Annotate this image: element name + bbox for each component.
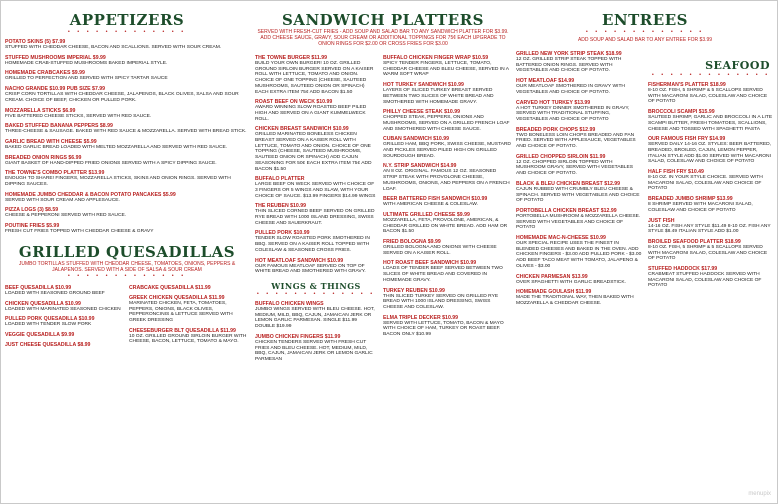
menu-item-name: BUFFALO CHICKEN FINGER WRAP $10.59 xyxy=(383,55,489,61)
menu-item xyxy=(516,100,642,123)
menu-item xyxy=(255,301,377,330)
menu-item-description: 12 OZ. GRILLED STRIP STEAK TOPPED WITH BATTERED ONION RINGS. SERVED WITH VEGETABLES AND CHOICE OF POTATO. xyxy=(516,57,622,74)
menu-item-description: 10 OZ. GRILLED GROUND SIRLOIN BURGER WITH CHEESE, BACON, LETTUCE, TOMATO & MAYO. xyxy=(129,333,247,345)
menu-item xyxy=(516,289,642,306)
menu-item-description: STUFFED WITH CHEDDAR CHEESE, BACON AND SCALLIONS. SERVED WITH SOUR CREAM. xyxy=(5,45,222,50)
menu-item-name: MOZZARELLA STICKS $6.99 xyxy=(5,107,76,114)
menu-item-name: STUFFED MUSHROOMS IMPERIAL $9.99 xyxy=(5,54,106,61)
menu-item-name: POTATO SKINS (5) $7.99 xyxy=(5,39,66,45)
menu-item-name: NACHO GRANDE $10.99 PUB SIZE $7.99 xyxy=(5,86,106,93)
menu-item xyxy=(5,192,249,204)
menu-item-name: TURKEY REUBEN $10.99 xyxy=(383,287,445,294)
menu-item-name: VEGGIE QUESADILLA $9.99 xyxy=(5,331,75,338)
menu-item xyxy=(383,55,511,78)
divider-dots: • • • • • • • • • • • • • xyxy=(256,290,376,297)
menu-item-description: SERVED WITH SOUR CREAM AND APPLESAUCE. xyxy=(5,197,120,203)
appetizers-title: APPETIZERS xyxy=(69,11,185,29)
menu-item xyxy=(129,295,249,324)
menu-item-name: PULLED PORK $10.99 xyxy=(255,230,310,237)
menu-item xyxy=(5,39,249,51)
menu-item-description: MARINATED CHICKEN, FETA, TOMATOES, PEPPERS, ONIONS, BLACK OLIVES, PEPPERONCINIS & LETTUCE SERVED WITH GREEK DRESSING xyxy=(129,300,233,323)
menu-item-description: JUMBO WINGS SERVED WITH BLEU CHEESE. HOT, MEDIUM, MILD, BBQ, CAJUN, JAMAICAN JERK OR LEMON GARLIC PARMESAN. SINGLE $11.99 DOUBLE $19.99 xyxy=(255,306,375,330)
menu-item-name: CHICKEN PARMESAN $13.99 xyxy=(516,273,588,280)
menu-item-name: CUBAN SANDWICH $10.99 xyxy=(383,136,450,143)
menu-item xyxy=(5,139,249,151)
menu-item-name: BUFFALO CHICKEN WINGS xyxy=(255,300,324,307)
menu-item-description: ENOUGH TO SHARE! FINGERS, MOZZARELLA STICKS, SKINS AND ONION RINGS. SERVED WITH DIPPING SAUCES. xyxy=(5,176,231,188)
column-entrees xyxy=(516,11,774,307)
menu-item-name: GARLIC BREAD WITH CHEESE $5.99 xyxy=(5,138,97,145)
menu-item xyxy=(5,108,249,120)
menu-item xyxy=(516,181,642,204)
divider-dots: • • • • • • • • • • • • • xyxy=(67,29,187,35)
menu-item-description: GIANT BASKET OF HAND-DIPPED FRIED ONIONS SERVED WITH A SPICY DIPPING SAUCE. xyxy=(5,160,217,166)
quesadillas-note: JUMBO TORTILLAS STUFFED WITH CHEDDAR CHEESE, TOMATOES, ONIONS, PEPPERS & JALAPENOS. SERVED WITH A SIDE OF SALSA & SOUR CREAM xyxy=(18,260,236,273)
menu-item-description: LARGE BEEF ON WECK SERVED WITH CHOICE OF 3 FINGERS OR 5 WINGS AND SLAW, WITH YOUR CHOICE OF SAUCE. $13.99 FINGERS $14.99 WINGS xyxy=(255,182,376,199)
menu-item-description: 14-16 OZ. FISH ANY STYLE $11.49 8-10 OZ. FISH ANY STYLE $8.49 ITALIAN STYLE ADD $1.00 xyxy=(648,223,771,235)
menu-item xyxy=(5,170,249,187)
menu-item xyxy=(383,315,511,338)
menu-item-description: CHICKEN TENDERS SERVED WITH FRESH CUT FRIES AND BLEU CHEESE. HOT, MEDIUM, MILD, BBQ, CAJUN, JAMAICAN JERK OR LEMON GARLIC PARMESAN xyxy=(255,339,373,362)
menu-item-description: SPICY TENDER FINGERS, LETTUCE, TOMATO, CHEDDAR CHEESE AND BLEU CHEESE, SERVED IN A WARM SOFT WRAP xyxy=(383,61,509,78)
menu-item xyxy=(648,136,774,165)
sandwiches-title: SANDWICH PLATTERS xyxy=(281,11,485,29)
menu-item xyxy=(383,109,511,132)
menu-item-description: BAKED GARLIC BREAD LOADED WITH MELTED MOZZARELLA AND SERVED WITH RED SAUCE. xyxy=(5,144,228,150)
menu-item-name: HALF FISH FRY $10.49 xyxy=(648,169,704,176)
menu-item-description: LOADED WITH TENDER SLOW PORK xyxy=(5,322,92,328)
menu-item-description: WITH AMERICAN CHEESE & COLESLAW. xyxy=(383,202,478,208)
menu-item-description: CRISP CORN TORTILLAS WITH CHEDDAR CHEESE, JALAPENOS, BLACK OLIVES, SALSA AND SOUR CREAM. CHOICE OF BEEF, CHICKEN OR PULLED PORK. xyxy=(5,92,239,103)
menu-item-name: JUMBO CHICKEN FINGERS $11.99 xyxy=(255,333,341,340)
menu-item-name: ROAST BEEF ON WECK $10.99 xyxy=(255,99,333,106)
menu-item-description: THIN SLICED CORNED BEEF SERVED ON GRILLED RYE BREAD WITH 1000 ISLAND DRESSING, SWISS CHEESE AND SAUERKRAUT. xyxy=(255,209,375,226)
divider-dots: • • • • • • • • • • • • • xyxy=(67,272,187,279)
menu-item xyxy=(383,196,511,208)
sandwich-columns xyxy=(255,51,511,363)
menu-item xyxy=(648,169,774,192)
menu-item-name: HOT MEATLOAF $14.99 xyxy=(516,78,575,85)
quesadilla-columns xyxy=(5,281,249,348)
menu-item-name: GREEK CHICKEN QUESADILLA $11.99 xyxy=(129,294,225,301)
menu-item-description: BUILD YOUR OWN BURGER! 10 OZ. GRILLED GROUND SIRLOIN BURGER SERVED ON A KAISER ROLL WITH LETTUCE, TOMATO AND ONION. CHOICE OF ONE TOPPING (CHEESE, SAUTEED MUSHROOMS, SAUTEED ONION OR SPINACH) EACH EXTRA ITEM 75¢ ADD BACON $1.50 xyxy=(255,61,374,95)
menu-item-description: CHOPPED STEAK, PEPPERS, ONIONS AND MUSHROOMS, SERVED ON A GRILLED FRENCH LOAF AND SMOTHERED WITH CHEESE SAUCE. xyxy=(383,115,510,132)
menu-item xyxy=(5,223,249,235)
menu-item xyxy=(648,196,774,213)
menu-item xyxy=(516,274,642,286)
menu-item-name: HOT MEATLOAF SANDWICH $10.99 xyxy=(255,257,344,264)
wings-list xyxy=(255,301,377,363)
menu-item-description: TENDER SLOW ROASTED PORK SMOTHERED IN BBQ. SERVED ON A KAISER ROLL TOPPED WITH COLESLAW & SEASONED CROSS FRIES. xyxy=(255,236,370,253)
menu-item xyxy=(255,126,377,172)
menu-item-description: SERVED DAILY 14-16 OZ. STYLES: BEER BATTERED, BREADED, BROILED, CAJUN, LEMON PEPPER, ITALIAN STYLE ADD $1.00 SERVED WITH MACARONI SALAD, COLESLAW AND CHOICE OF POTATO xyxy=(648,142,772,165)
menu-item-description: CRABMEAT STUFFED HADDOCK SERVED WITH MACARONI SALAD, COLESLAW AND CHOICE OF POTATO xyxy=(648,272,762,289)
menu-item-description: THIN SLICED TURKEY SERVED ON GRILLED RYE BREAD WITH 1000 ISLAND DRESSING, SWISS CHEESE AND COLESLAW. xyxy=(383,293,499,310)
menu-item xyxy=(5,55,249,67)
quesadillas-title: GRILLED QUESADILLAS xyxy=(18,242,236,261)
menu-item-description: LOADED WITH MARINATED SEASONED CHICKEN xyxy=(5,306,121,312)
menu-item-name: GRILLED NEW YORK STRIP STEAK $18.99 xyxy=(516,51,622,57)
menu-item-description: THREE-CHEESE & SAUSAGE. BAKED WITH RED SAUCE & MOZZARELLA. SERVED WITH BREAD STICK. xyxy=(5,129,247,135)
menu-item-description: AWARD WINNING SLOW ROASTED BEEF PILED HIGH AND SERVED ON A GIANT KUMMELWECK ROLL. xyxy=(255,105,367,122)
appetizer-list xyxy=(5,39,249,235)
menu-item-description: OUR MEATLOAF SMOTHERED IN GRAVY WITH VEGETABLES AND CHOICE OF POTATO. xyxy=(516,84,625,95)
menu-item xyxy=(129,328,249,345)
menu-item-name: N.Y. STRIP SANDWICH $14.99 xyxy=(383,163,457,170)
menu-item-name: THE REUBEN $10.99 xyxy=(255,203,307,210)
menu-item xyxy=(516,78,642,95)
menu-item-name: BROILED SEAFOOD PLATTER $18.99 xyxy=(648,238,741,245)
menu-item xyxy=(5,301,123,313)
watermark: menupix xyxy=(748,491,771,497)
menu-item xyxy=(255,334,377,363)
menu-item-name: BAKED STUFFED BANANA PEPPERS $8.99 xyxy=(5,123,113,130)
menu-item-description: GRILLED HAM, BBQ PORK, SWISS CHEESE, MUSTARD AND PICKLES SERVED PILED HIGH ON GRILLED SOURDOUGH BREAD. xyxy=(383,142,511,159)
menu-item-name: ELMA TRIPLE DECKER $10.99 xyxy=(383,314,459,321)
menu-item-description: SAUTEED SHRIMP, GARLIC AND BROCCOLI IN A LITE SCAMPI BUTTER, FRESH TOMATOES, SCALLIONS, CHEESE AND TOSSED WITH SPAGHETTI PASTA xyxy=(648,115,773,132)
menu-item-name: BUFFALO PLATTER xyxy=(255,176,305,183)
menu-item-name: HOMEMADE CRABCAKES $9.99 xyxy=(5,70,85,77)
menu-item-description: 8-10 OZ. IN YOUR STYLE CHOICE. SERVED WITH MACARONI SALAD, COLESLAW AND CHOICE OF POTATO xyxy=(648,175,763,192)
sandwich-column-left xyxy=(255,51,377,363)
menu-item-name: FISHERMAN'S PLATTER $18.99 xyxy=(648,82,726,88)
menu-item xyxy=(383,260,511,283)
sandwich-list-left xyxy=(255,55,377,275)
menu-item-description: LAYERS OF SLICED TURKEY BREAST SERVED BETWEEN TWO SLICES OF WHITE BREAD AND SMOTHERED WITH HOMEMADE GRAVY. xyxy=(383,88,494,105)
menu-item xyxy=(5,332,123,338)
menu-item-name: HOMEMADE GOULASH $11.99 xyxy=(516,289,592,296)
menu-item xyxy=(516,154,642,177)
menu-item xyxy=(516,235,642,270)
menu-item-name: CHICKEN BREAST SANDWICH $10.99 xyxy=(255,126,349,133)
menu-item xyxy=(5,155,249,167)
menu-item xyxy=(383,82,511,105)
menu-item-name: BROCCOLI SCAMPI $15.99 xyxy=(648,109,715,116)
menu-item xyxy=(255,230,377,253)
menu-item xyxy=(255,55,377,95)
menu-item-name: GRILLED CHOPPED SIRLOIN $11.99 xyxy=(516,153,606,160)
menu-item xyxy=(516,127,642,150)
seafood-column xyxy=(648,47,774,307)
menu-item xyxy=(5,285,123,297)
menu-item xyxy=(5,123,249,135)
menu-item-description: 8 SHRIMP SERVED WITH MACARONI SALAD, COLESLAW AND CHOICE OF POTATO xyxy=(648,202,753,213)
menu-item-name: STUFFED HADDOCK $17.99 xyxy=(648,266,718,273)
menu-item-description: A HOT TURKEY DINNER SMOTHERED IN GRAVY, SERVED WITH TRADITIONAL STUFFING, VEGETABLES AND CHOICE OF POTATO xyxy=(516,105,630,122)
menu-item xyxy=(648,82,774,105)
menu-item-name: BEER BATTERED FISH SANDWICH $10.99 xyxy=(383,196,488,203)
column-sandwiches xyxy=(255,11,511,363)
sandwiches-note: SERVED WITH FRESH-CUT FRIES - ADD SOUP AND SALAD BAR TO ANY SANDWICH PLATTER FOR $3.99. ADD CHEESE SAUCE, GRAVY, SOUR CREAM OR ADDITIONAL TOPPINGS FOR 75¢ EACH UPGRADE TO ONION RINGS FOR $2.00 OR CROSS FRIES FOR $3.00 xyxy=(257,29,509,47)
menu-item xyxy=(648,266,774,289)
menu-item xyxy=(129,285,249,291)
menu-item xyxy=(255,99,377,122)
menu-item xyxy=(516,208,642,231)
menu-item-name: BREADED JUMBO SHRIMP $13.99 xyxy=(648,196,733,203)
menu-item-description: HOMEMADE CRAB-STUFFED MUSHROOMS BAKED IMPERIAL STYLE. xyxy=(5,60,168,66)
menu-item-name: CARVED HOT TURKEY $13.99 xyxy=(516,99,591,106)
menu-item-name: PHILLY CHEESE STEAK $10.99 xyxy=(383,109,460,116)
menu-item-description: GRILLED TO PERFECTION AND SERVED WITH SPICY TARTAR SAUCE xyxy=(5,76,168,82)
menu-item-name: BREADED PORK CHOPS $12.99 xyxy=(516,126,596,133)
menu-item-description: SERVED WITH LETTUCE, TOMATO, BACON & MAYO WITH CHOICE OF HAM, TURKEY OR ROAST BEEF. BACON ONLY $10.99 xyxy=(383,320,504,338)
menu-item-name: HOMEMADE JUMBO CHEDDAR & BACON POTATO PANCAKES $5.99 xyxy=(5,191,176,198)
menu-item-description: OVER SPAGHETTI WITH GARLIC BREADSTICK. xyxy=(516,279,626,285)
menu-item-description: CHEESE & PEPPERONI SERVED WITH RED SAUCE. xyxy=(5,213,127,219)
menu-item-name: FRIED BOLOGNA $9.99 xyxy=(383,239,441,246)
menu-item-name: JUST FISH xyxy=(648,217,675,224)
entree-columns xyxy=(516,47,774,307)
divider-dots: • • • • • • • • • • • • • xyxy=(585,29,705,35)
menu-item-description: TWO BONELESS LOIN CHOPS BREADED AND PAN FRIED. SERVED WITH APPLESAUCE, VEGETABLES AND CHOICE OF POTATO. xyxy=(516,132,636,150)
menu-item-name: THE TOWNE'S COMBO PLATTER $13.99 xyxy=(5,170,105,177)
menu-item-description: GRILLED MARINATED BONELESS CHICKEN BREAST SERVED ON A KAISER ROLL WITH LETTUCE, TOMATO AND ONION. CHOICE OF ONE TOPPING (CHEESE, SAUTEED MUSHROOMS, SAUTEED ONION OR SPINACH) ADD CAJUN SEASONING FOR 50¢ EACH EXTRA ITEM 75¢ ADD BACON $1.50 xyxy=(255,132,372,172)
menu-item-description: 12 OZ. CHOPPED SIRLOIN TOPPED WITH MUSHROOM GRAVY, SERVED WITH VEGETABLES AND CHOICE OF POTATO. xyxy=(516,159,634,177)
menu-item-description: LOADS OF TENDER BEEF SERVED BETWEEN TWO SLICES OF WHITE BREAD AND COVERED IN HOMEMADE GRAVY. xyxy=(383,266,503,283)
entrees-note: ADD SOUP AND SALAD BAR TO ANY ENTREE FOR $3.99 xyxy=(577,37,713,43)
menu-item xyxy=(255,176,377,199)
menu-item xyxy=(5,70,249,82)
menu-item xyxy=(255,203,377,226)
menu-item-description: OUR SPECIAL RECIPE USES THE FINEST IN BLENDED CHEESES AND BAKED IN THE OVEN. ADD CHICKEN FINGERS - $3.00 ADD PULLED PORK - $3.00 ADD BEEF TACO MEAT WITH TOMATO, JALAPENO & OLIVES - $3.00 xyxy=(516,241,642,269)
column-appetizers xyxy=(5,11,249,348)
seafood-title: SEAFOOD xyxy=(705,59,770,72)
menu-item-name: HOT ROAST BEEF SANDWICH $10.99 xyxy=(383,260,477,267)
menu-item-description: LOADED WITH SEASONED GROUND BEEF xyxy=(5,290,105,296)
menu-item xyxy=(5,316,123,328)
menu-item-description: 8-10 OZ. FISH, 5 SHRIMP & 5 SCALLOPS SERVED WITH MACARONI SALAD, COLESLAW AND CHOICE OF POTATO xyxy=(648,88,768,105)
menu-item-description: MOZZARELLA, FETA, PROVOLONE, AMERICAN, & CHEDDAR GRILLED ON WHITE BREAD. ADD HAM OR BACON $1.50 xyxy=(383,217,508,235)
menu-item xyxy=(648,239,774,262)
quesadilla-list-right xyxy=(129,281,249,348)
menu-item xyxy=(255,258,377,275)
menu-item-name: CRABCAKE QUESADILLA $11.99 xyxy=(129,284,211,291)
menu-item-description: 8-10 OZ. FISH, 5 SHRIMP & 5 SCALLOPS SERVED WITH MACARONI SALAD, COLESLAW AND CHOICE OF POTATO xyxy=(648,244,768,262)
menu-item-name: POUTINE FRIES $5.99 xyxy=(5,223,60,230)
menu-item-name: ULTIMATE GRILLED CHEESE $9.99 xyxy=(383,211,470,218)
menu-item-name: HOT TURKEY SANDWICH $10.99 xyxy=(383,82,464,89)
menu-item-name: CHEESEBURGER BLT QUESADILLA $11.99 xyxy=(129,327,236,334)
menu-item-description: FIVE BATTERED CHEESE STICKS, SERVED WITH RED SAUCE. xyxy=(5,113,152,119)
menu-item xyxy=(5,207,249,219)
menu-item-name: HOMEMADE MAC-N-CHEESE $10.99 xyxy=(516,235,606,242)
menu-item xyxy=(5,86,249,103)
menu-item-description: GRILLED BOLOGNA AND ONIONS WITH CHEESE SERVED ON A KAISER ROLL. xyxy=(383,245,497,256)
menu-item-name: THE TOWNE BURGER $11.99 xyxy=(255,55,327,61)
menu-item xyxy=(383,136,511,159)
menu-item-name: PORTOBELLA CHICKEN BREAST $12.99 xyxy=(516,207,617,214)
quesadilla-list-left xyxy=(5,281,123,348)
menu-item xyxy=(516,51,642,74)
menu-item-description: AN 8 OZ. ORIGINAL. FAMOUS 12 OZ. SEASONED STRIP STEAK WITH PROVOLONE CHEESE, MUSHROOMS, ONIONS, AND PEPPERS ON A FRENCH LOAF. xyxy=(383,169,510,192)
menu-item-description: PORTOBELLA MUSHROOM & MOZZARELLA CHEESE. SERVED WITH VEGETABLES AND CHOICE OF POTATO xyxy=(516,213,641,231)
menu-item xyxy=(383,212,511,235)
menu-item-name: PIZZA LOGS (3) $8.59 xyxy=(5,207,59,214)
wings-title: WINGS & THINGS xyxy=(271,280,361,291)
menu-item-description: FRESH CUT FRIES TOPPED WITH CHEDDAR CHEESE & GRAVY xyxy=(5,229,154,235)
menu-item-name: PULLED PORK QUESADILLA $10.99 xyxy=(5,316,95,323)
menu-item-description: CAJUN RUBBED WITH CRUMBLY BLEU CHEESE & SPINACH. SERVED WITH VEGETABLES AND CHOICE OF POTATO xyxy=(516,186,640,204)
divider-dots: • • • • • • • • • • • • • xyxy=(651,72,771,78)
menu-item xyxy=(383,288,511,311)
sandwich-list-right xyxy=(383,51,511,363)
menu-item xyxy=(648,218,774,235)
menu-item-name: OUR FAMOUS FISH FRY $14.99 xyxy=(648,136,726,143)
menu-item xyxy=(383,239,511,256)
menu-item-name: BLACK & BLEU CHICKEN BREAST $12.99 xyxy=(516,180,621,187)
menu-item-description: OUR FAMOUS MEATLOAF SERVED ON TOP OF WHITE BREAD AND SMOTHERED WITH GRAVY. xyxy=(255,263,366,275)
menu-item xyxy=(383,163,511,192)
menu-item-description: MADE THE TRADITIONAL WAY, THEN BAKED WITH MOZZARELLA & CHEDDAR CHEESE. xyxy=(516,295,634,306)
menu-item-name: JUST CHEESE QUESADILLA $8.99 xyxy=(5,341,91,348)
seafood-list xyxy=(648,82,774,289)
menu-item xyxy=(5,342,123,348)
menu-item xyxy=(648,109,774,132)
entrees-title: ENTREES xyxy=(602,11,688,29)
menu-item-name: CHICKEN QUESADILLA $10.99 xyxy=(5,300,81,307)
menu-item-name: BEEF QUESADILLA $10.99 xyxy=(5,284,72,291)
entree-list xyxy=(516,47,642,307)
menu-item-name: BREADED ONION RINGS $6.99 xyxy=(5,154,82,161)
